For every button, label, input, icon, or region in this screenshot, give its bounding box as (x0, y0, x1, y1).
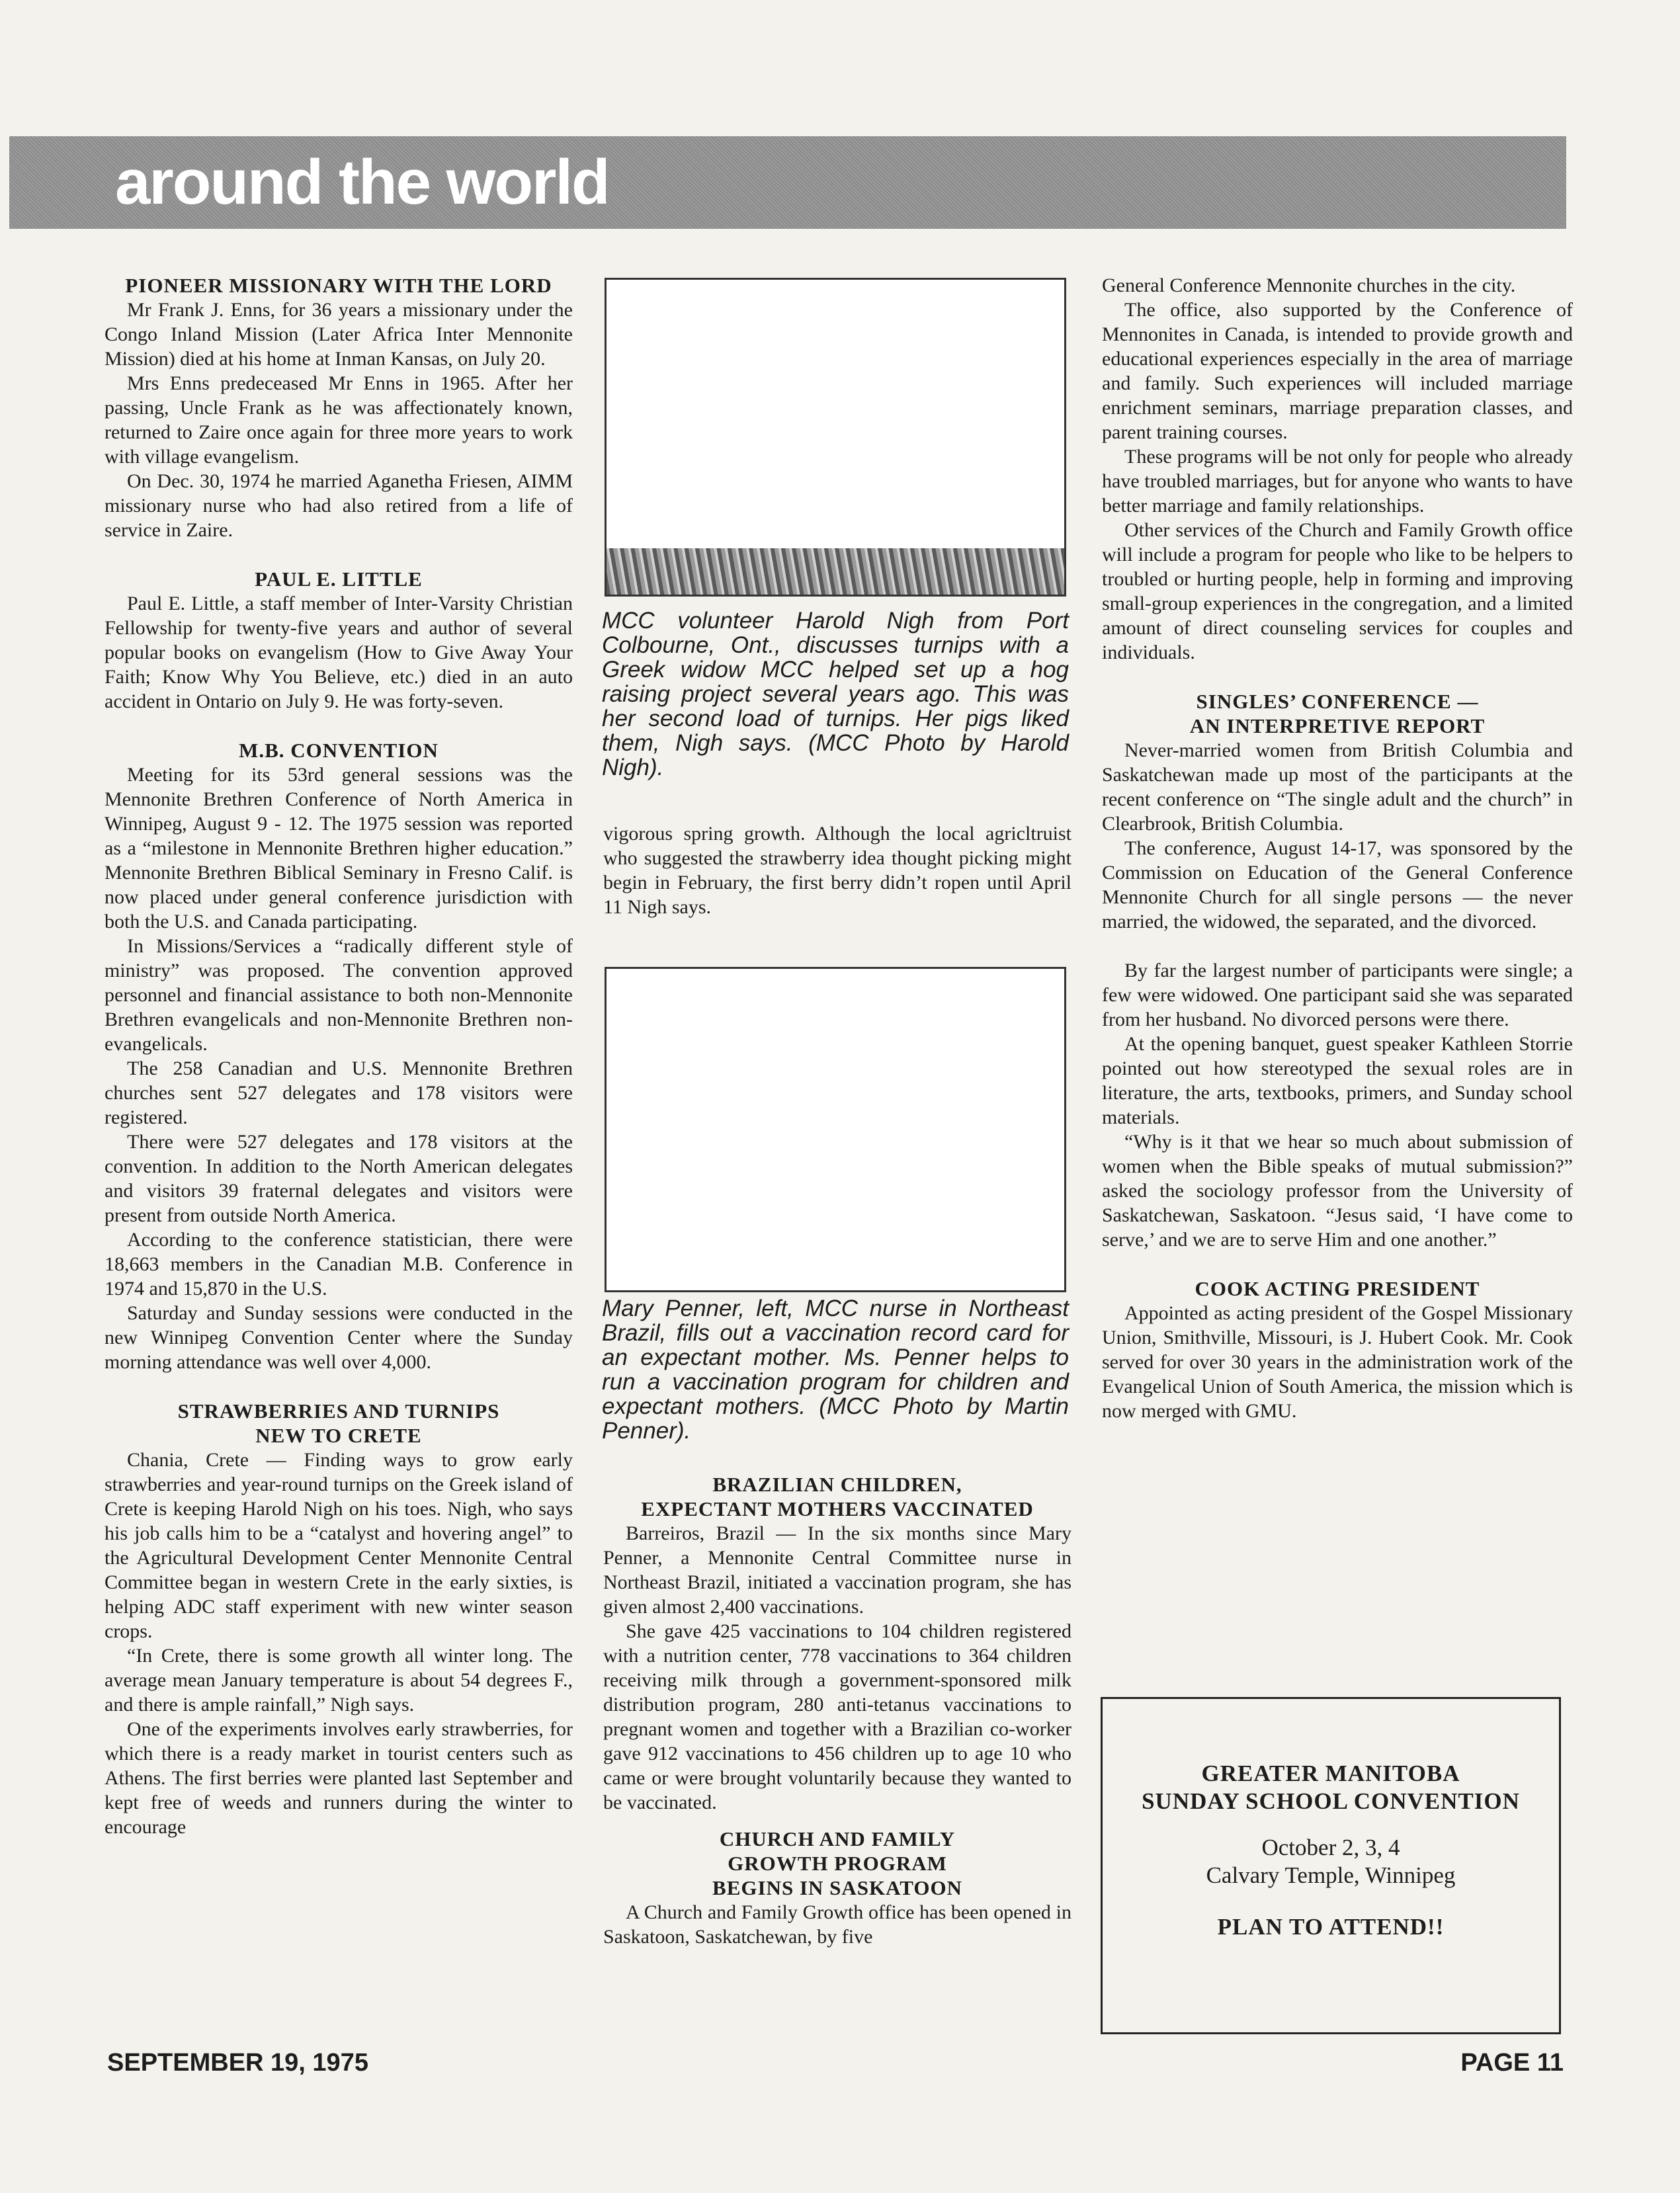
paragraph: Paul E. Little, a staff member of Inter-Varsity Christian Fellowship for twenty-five years and author of several popular books on evangelism (How to Give Away Your Faith; Know Why You Believe, etc.) died in an auto accident in Ontario on July 9. He was forty-seven. (105, 593, 573, 712)
headline-strawberries-turnips: STRAWBERRIES AND TURNIPS (177, 1399, 500, 1423)
paragraph: One of the experiments involves early strawberries, for which there is a ready market in tourist centers such as Athens. The first berries were planted last September and kept free of weeds and runners during the winter to encourage (105, 1718, 573, 1838)
headline-singles-conference-line2: AN INTERPRETIVE REPORT (1189, 714, 1486, 737)
paragraph: On Dec. 30, 1974 he married Aganetha Friesen, AIMM missionary nurse who had also retired from a life of service in Zaire. (105, 470, 573, 541)
photo-visible-strip (607, 548, 1064, 595)
paragraph: “Why is it that we hear so much about submission of women when the Bible speaks of mutual submission?” asked the sociology professor from the University of Saskatchewan, Saskatoon. “Jesus said, ‘I have come to serve,’ and we are to serve Him and one another.” (1102, 1131, 1573, 1251)
paragraph: By far the largest number of participants were single; a few were widowed. One participant said she was separated from her husband. No divorced persons were there. (1102, 960, 1573, 1030)
paragraph: The 258 Canadian and U.S. Mennonite Brethren churches sent 527 delegates and 178 visitors were registered. (105, 1057, 573, 1128)
paragraph: In Missions/Services a “radically different style of ministry” was proposed. The convention approved personnel and financial assistance to both non-Mennonite Brethren evangelicals and non-Mennonite Brethren non-evangelicals. (105, 935, 573, 1055)
footer-page-number: PAGE 11 (1460, 2049, 1564, 2077)
footer-date: SEPTEMBER 19, 1975 (107, 2049, 368, 2077)
paragraph: These programs will be not only for people who already have troubled marriages, but for anyone who wants to have better marriage and family relationships. (1102, 446, 1573, 517)
convention-announcement-box (1101, 1697, 1561, 2034)
paragraph: “In Crete, there is some growth all winter long. The average mean January temperature is about 54 degrees F., and there is ample rainfall,” Nigh says. (105, 1645, 573, 1716)
announcement-dates: October 2, 3, 4 (1261, 1835, 1400, 1860)
column-2-continued (603, 821, 1071, 919)
photo-harold-nigh (605, 278, 1066, 597)
paragraph: vigorous spring growth. Although the local agricltruist who suggested the strawberry idea thought picking might begin in February, the first berry didn’t ropen until April 11 Nigh says. (603, 823, 1071, 918)
column-3 (1102, 273, 1573, 1423)
paragraph: At the opening banquet, guest speaker Kathleen Storrie pointed out how stereotyped the sexual roles are in literature, the arts, textbooks, primers, and Sunday school materials. (1102, 1033, 1573, 1128)
column-2-articles (603, 1472, 1071, 1949)
section-banner (9, 136, 1566, 229)
headline-church-family: CHURCH AND FAMILY (719, 1827, 956, 1850)
paragraph: There were 527 delegates and 178 visitors at the convention. In addition to the North American delegates and visitors 39 fraternal delegates and visitors were present from outside North America. (105, 1131, 573, 1226)
section-title: around the world (115, 147, 609, 218)
headline-brazilian-children: BRAZILIAN CHILDREN, (712, 1473, 962, 1496)
paragraph: General Conference Mennonite churches in the city. (1102, 274, 1516, 296)
announcement-place: Calvary Temple, Winnipeg (1206, 1862, 1456, 1888)
paragraph: Saturday and Sunday sessions were conducted in the new Winnipeg Convention Center where the Sunday morning attendance was well over 4,000. (105, 1302, 573, 1373)
photo-caption-1: MCC volunteer Harold Nigh from Port Colbourne, Ont., discusses turnips with a Greek widow MCC helped set up a hog raising project several years ago. This was her second load of turnips. Her pigs liked them, Nigh says. (MCC Photo by Harold Nigh). (602, 608, 1069, 780)
paragraph: Mrs Enns predeceased Mr Enns in 1965. After her passing, Uncle Frank as he was affectionately known, returned to Zaire once again for three more years to work with village evangelism. (105, 372, 573, 468)
paragraph: Chania, Crete — Finding ways to grow early strawberries and year-round turnips on the Greek island of Crete is keeping Harold Nigh on his toes. Nigh, who says his job calls him to be a “catalyst and hovering angel” to the Agricultural Development Center Mennonite Central Committee began in western Crete in the early sixties, is helping ADC staff experiment with new winter season crops. (105, 1449, 573, 1642)
column-1 (105, 273, 573, 1839)
headline-church-family-line2: GROWTH PROGRAM (728, 1852, 947, 1875)
headline-cook-acting-president: COOK ACTING PRESIDENT (1195, 1277, 1480, 1300)
headline-church-family-line3: BEGINS IN SASKATOON (712, 1876, 962, 1899)
announcement-cta: PLAN TO ATTEND!! (1217, 1914, 1445, 1940)
announcement-title-line2: SUNDAY SCHOOL CONVENTION (1142, 1788, 1520, 1814)
headline-brazilian-children-line2: EXPECTANT MOTHERS VACCINATED (641, 1497, 1034, 1520)
headline-singles-conference: SINGLES’ CONFERENCE — (1196, 690, 1479, 713)
announcement-title: GREATER MANITOBA (1201, 1760, 1460, 1786)
paragraph: Other services of the Church and Family Growth office will include a program for people who like to be helpers to troubled or hurting people, help in forming and improving small-group experiences in the congregation, and a limited amount of direct counseling services for couples and individuals. (1102, 519, 1573, 663)
paragraph: A Church and Family Growth office has been opened in Saskatoon, Saskatchewan, by five (603, 1901, 1071, 1948)
paragraph: Never-married women from British Columbia and Saskatchewan made up most of the participants at the recent conference on “The single adult and the church” in Clearbrook, British Columbia. (1102, 739, 1573, 835)
paragraph: Meeting for its 53rd general sessions was the Mennonite Brethren Conference of North America in Winnipeg, August 9 - 12. The 1975 session was reported as a “milestone in Mennonite Brethren higher education.” Mennonite Brethren Biblical Seminary in Fresno Calif. is now placed under general conference jurisdiction with both the U.S. and Canada participating. (105, 764, 573, 932)
headline-strawberries-turnips-line2: NEW TO CRETE (255, 1424, 422, 1447)
photo-mary-penner (605, 967, 1066, 1292)
paragraph: The conference, August 14-17, was sponsored by the Commission on Education of the General Conference Mennonite Church for all single persons — the never married, the widowed, the separated, and the divorced. (1102, 837, 1573, 932)
paragraph: Mr Frank J. Enns, for 36 years a missionary under the Congo Inland Mission (Later Africa Inter Mennonite Mission) died at his home at Inman Kansas, on July 20. (105, 299, 573, 370)
headline-pioneer-missionary: PIONEER MISSIONARY WITH THE LORD (125, 274, 552, 297)
paragraph: Appointed as acting president of the Gospel Missionary Union, Smithville, Missouri, is J. Hubert Cook. Mr. Cook served for over 30 years in the administration work of the Evangelical Union of South America, the mission which is now merged with GMU. (1102, 1302, 1573, 1422)
paragraph: The office, also supported by the Conference of Mennonites in Canada, is intended to provide growth and educational experiences especially in the area of marriage and family. Such experiences will included marriage enrichment seminars, marriage preparation classes, and parent training courses. (1102, 299, 1573, 443)
photo-caption-2: Mary Penner, left, MCC nurse in Northeast Brazil, fills out a vaccination record card for an expectant mother. Ms. Penner helps to run a vaccination program for children and expectant mothers. (MCC Photo by Martin Penner). (602, 1296, 1069, 1444)
paragraph: Barreiros, Brazil — In the six months since Mary Penner, a Mennonite Central Committee nurse in Northeast Brazil, initiated a vaccination program, she has given almost 2,400 vaccinations. (603, 1522, 1071, 1618)
paragraph: According to the conference statistician, there were 18,663 members in the Canadian M.B. Conference in 1974 and 15,870 in the U.S. (105, 1229, 573, 1300)
paragraph: She gave 425 vaccinations to 104 children registered with a nutrition center, 778 vaccinations to 364 children receiving milk through a government-sponsored milk distribution program, 280 anti-tetanus vaccinations to pregnant women and together with a Brazilian co-worker gave 912 vaccinations to 456 children up to age 10 who came or were brought voluntarily because they wanted to be vaccinated. (603, 1620, 1071, 1813)
headline-paul-little: PAUL E. LITTLE (255, 567, 423, 591)
headline-mb-convention: M.B. CONVENTION (239, 739, 439, 762)
